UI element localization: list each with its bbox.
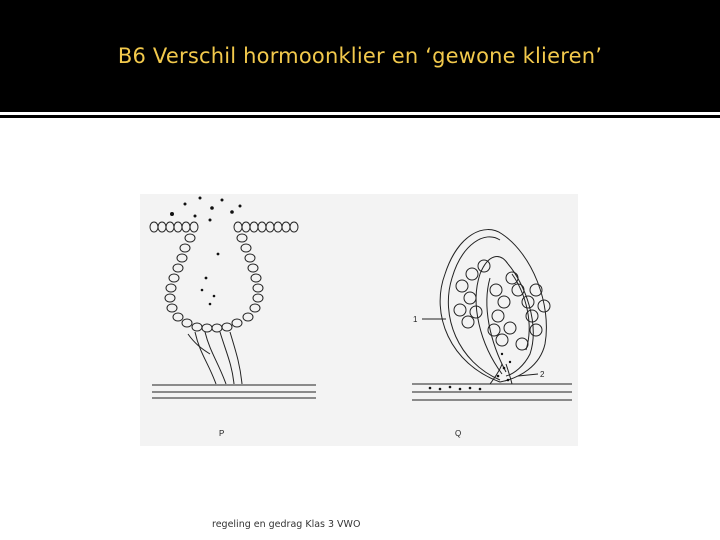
- slide-content: [0, 118, 720, 540]
- title-bar: [0, 0, 720, 112]
- callout-2-label: 2: [540, 370, 545, 379]
- gland-diagram-svg: [140, 194, 578, 446]
- gland-diagram: [140, 194, 578, 446]
- slide-title: B6 Verschil hormoonklier en ‘gewone klieren’: [117, 44, 603, 68]
- slide-footer: regeling en gedrag Klas 3 VWO: [212, 519, 361, 530]
- panel-p-label: P: [219, 429, 225, 438]
- callout-1-label: 1: [413, 315, 418, 324]
- title-divider: [0, 112, 720, 115]
- panel-q-label: Q: [455, 429, 462, 438]
